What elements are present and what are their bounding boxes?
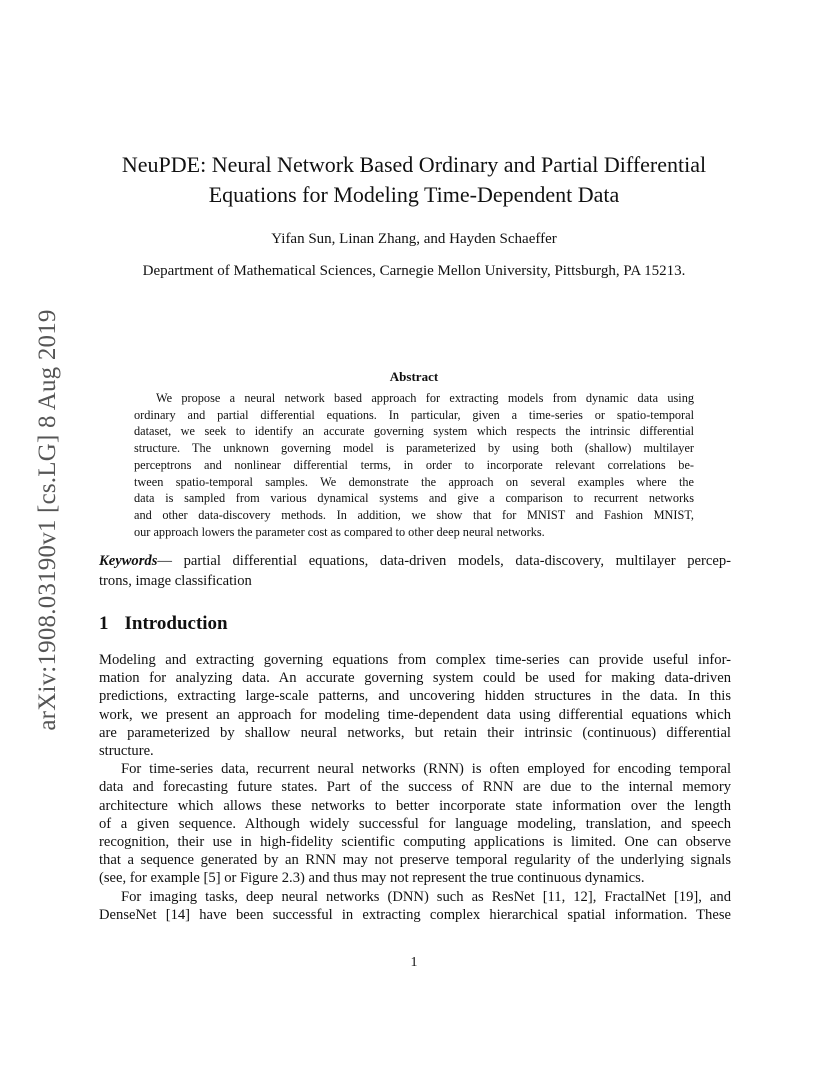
- body-line: For imaging tasks, deep neural networks (DNN) such as ResNet [11, 12], FractalNet [19], and: [121, 888, 731, 905]
- paragraph: [99, 888, 731, 924]
- body-line: For time-series data, recurrent neural networks (RNN) is often employed for encoding temporal: [121, 761, 731, 778]
- body-line: Modeling and extracting governing equations from complex time-series can provide useful infor-: [99, 652, 731, 668]
- paper-title: [60, 150, 768, 210]
- keywords: [99, 552, 731, 591]
- body-line: of a given sequence. Although widely successful for language modeling, translation, and speech: [99, 815, 731, 832]
- title-line: NeuPDE: Neural Network Based Ordinary and Partial Differential: [121, 152, 707, 177]
- keywords-line: trons, image classification: [99, 572, 252, 589]
- paragraph: [99, 651, 731, 760]
- body-line: data and forecasting future states. Part of the success of RNN are due to the internal memory: [99, 779, 731, 796]
- section-title: Introduction: [124, 613, 228, 634]
- body-line: mation for analyzing data. An accurate governing system could be used for making data-driven: [99, 670, 731, 687]
- page-number: 1: [410, 955, 418, 970]
- arxiv-identifier: arXiv:1908.03190v1 [cs.LG] 8 Aug 2019: [34, 309, 61, 731]
- abstract-heading: Abstract: [389, 369, 439, 384]
- body-line: structure.: [99, 743, 154, 760]
- body-line: that a sequence generated by an RNN may not preserve temporal regularity of the underlying signals: [99, 852, 731, 869]
- affiliation: Department of Mathematical Sciences, Carnegie Mellon University, Pittsburgh, PA 15213.: [142, 263, 686, 279]
- body-line: DenseNet [14] have been successful in extracting complex hierarchical spatial information. These: [99, 906, 731, 923]
- section-heading: [99, 611, 228, 637]
- abstract-line: perceptrons and nonlinear differential terms, in order to incorporate relevant correlations be-: [134, 457, 694, 472]
- body-line: architecture which allows these networks to better incorporate state information over the length: [99, 797, 731, 814]
- paragraph: [99, 760, 731, 887]
- keywords-text: — partial differential equations, data-driven models, data-discovery, multilayer percep-: [157, 553, 731, 569]
- body-line: recognition, their use in high-fidelity scientific computing applications is limited. One can observe: [99, 834, 731, 851]
- abstract-line: our approach lowers the parameter cost as compared to other deep neural networks.: [134, 524, 545, 539]
- abstract-line: data is sampled from various dynamical systems and give a comparison to recurrent networks: [134, 491, 694, 506]
- section-number: 1: [99, 613, 109, 634]
- body-line: predictions, extracting large-scale patterns, and uncovering hidden structures in the data. In this: [99, 688, 731, 705]
- body-text: [99, 651, 731, 924]
- abstract-line: ordinary and partial differential equations. In particular, given a time-series or spatio-temporal: [134, 407, 694, 422]
- keywords-label: Keywords: [99, 553, 158, 569]
- abstract-line: We propose a neural network based approach for extracting models from dynamic data using: [156, 391, 694, 405]
- body-line: work, we present an approach for modeling time-dependent data using differential equations which: [99, 706, 731, 723]
- authors: Yifan Sun, Linan Zhang, and Hayden Schaeffer: [271, 231, 557, 247]
- abstract-body: [134, 390, 694, 540]
- abstract-line: dataset, we seek to identify an accurate governing system which respects the intrinsic differential: [134, 424, 694, 439]
- abstract-line: structure. The unknown governing model is parameterized by using both (shallow) multilayer: [134, 441, 694, 456]
- title-line: Equations for Modeling Time-Dependent Data: [208, 182, 620, 207]
- abstract-line: and other data-discovery methods. In addition, we show that for MNIST and Fashion MNIST,: [134, 507, 694, 522]
- keywords-line: [99, 552, 731, 572]
- abstract-line: tween spatio-temporal samples. We demonstrate the approach on several examples where the: [134, 474, 694, 489]
- body-line: are parameterized by shallow neural networks, but retain their intrinsic (continuous) differential: [99, 724, 731, 741]
- body-line: (see, for example [5] or Figure 2.3) and thus may not represent the true continuous dynamics.: [99, 870, 645, 887]
